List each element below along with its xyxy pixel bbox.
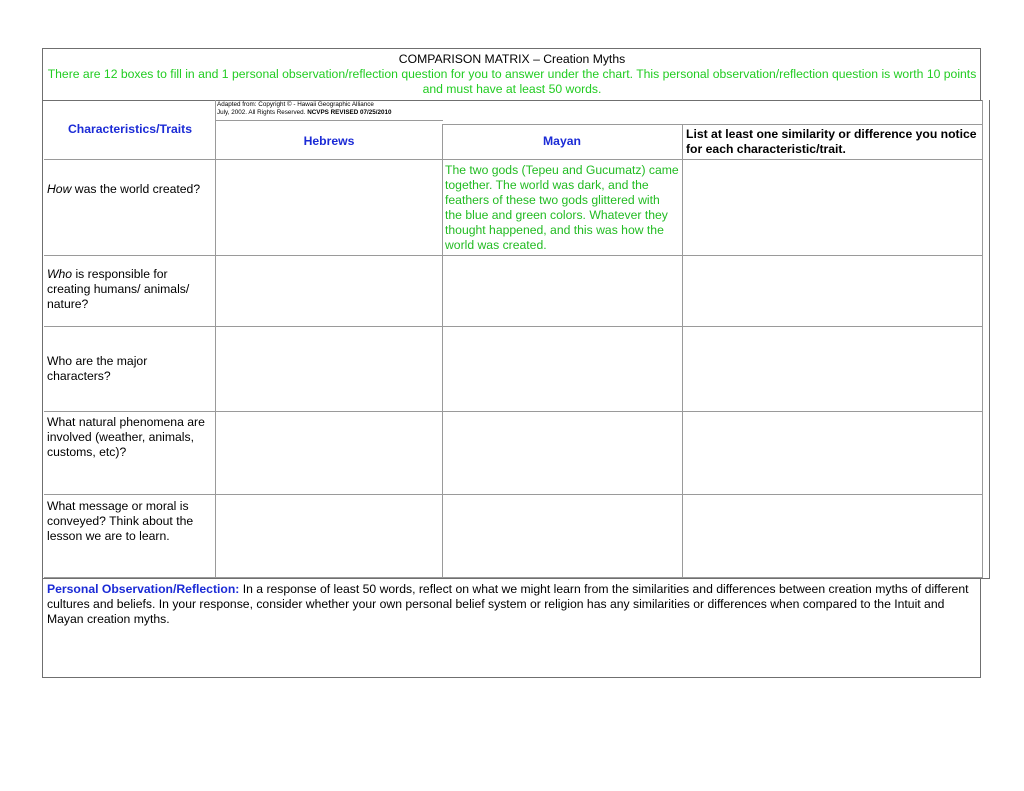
reflection-label: Personal Observation/Reflection: [47, 582, 240, 596]
answer-box-comparison-characters[interactable] [683, 327, 982, 411]
reflection-answer-area[interactable] [43, 630, 980, 676]
matrix-header [44, 52, 980, 97]
answer-box-mayan-phenomena[interactable] [443, 412, 682, 494]
answer-box-mayan-message[interactable] [443, 495, 682, 577]
row-label-natural-phenomena [47, 415, 213, 460]
answer-box-comparison-how[interactable] [683, 160, 982, 255]
row-label-message-moral [47, 499, 213, 544]
row-label-emphasis: Who [47, 267, 73, 281]
row-label-emphasis: How [47, 182, 72, 196]
answer-box-hebrews-message[interactable] [216, 495, 442, 577]
answer-box-hebrews-phenomena[interactable] [216, 412, 442, 494]
column-header-traits: Characteristics/Traits [68, 122, 192, 136]
answer-box-mayan-how[interactable]: The two gods (Tepeu and Gucumatz) came together. The world was dark, and the feathers of these two gods glittered with the blue and green colors. Whatever they thought happened, and this was how the world was created. [445, 163, 679, 252]
column-header-hebrews: Hebrews [303, 134, 355, 148]
reflection-text: In a response of least 50 words, reflect on what we might learn from the similarities and differences between creation myths of different cultures and beliefs. In your response, consider whether your own personal belief system or religion has any similarities or differences when compared to the Intuit and Mayan creation myths. [47, 582, 969, 626]
answer-box-mayan-who[interactable] [443, 256, 682, 326]
column-header-mayan: Mayan [543, 134, 581, 148]
row-label-major-characters [47, 354, 213, 384]
answer-box-comparison-who[interactable] [683, 256, 982, 326]
row-label-text: is responsible for creating humans/ animals/ nature? [47, 267, 190, 311]
row-label-who-responsible [47, 267, 213, 312]
credit-line-2: July, 2002. All Rights Reserved. [217, 109, 306, 116]
page-title: COMPARISON MATRIX – Creation Myths [398, 52, 626, 66]
copyright-credit [217, 101, 441, 117]
answer-box-mayan-characters[interactable] [443, 327, 682, 411]
row-label-how-created [47, 182, 213, 197]
instructions-text: There are 12 boxes to fill in and 1 personal observation/reflection question for you to answer under the chart. This personal observation/reflection question is worth 10 points and must have at least 50 words. [47, 67, 977, 96]
revision-note: NCVPS REVISED 07/25/2010 [307, 109, 392, 116]
reflection-prompt [47, 582, 977, 627]
column-header-comparison: List at least one similarity or difference you notice for each characteristic/trait. [686, 127, 977, 156]
answer-box-comparison-phenomena[interactable] [683, 412, 982, 494]
credit-line-1: Adapted from: Copyright © - Hawaii Geographic Alliance [217, 101, 374, 108]
row-label-text: What natural phenomena are involved (weather, animals, customs, etc)? [47, 415, 205, 459]
row-label-text: What message or moral is conveyed? Think about the lesson we are to learn. [47, 499, 194, 543]
answer-box-hebrews-characters[interactable] [216, 327, 442, 411]
answer-box-hebrews-how[interactable] [216, 160, 442, 255]
row-label-text: was the world created? [71, 182, 201, 196]
row-label-text: Who are the major characters? [47, 354, 148, 383]
answer-box-comparison-message[interactable] [683, 495, 982, 577]
answer-box-hebrews-who[interactable] [216, 256, 442, 326]
